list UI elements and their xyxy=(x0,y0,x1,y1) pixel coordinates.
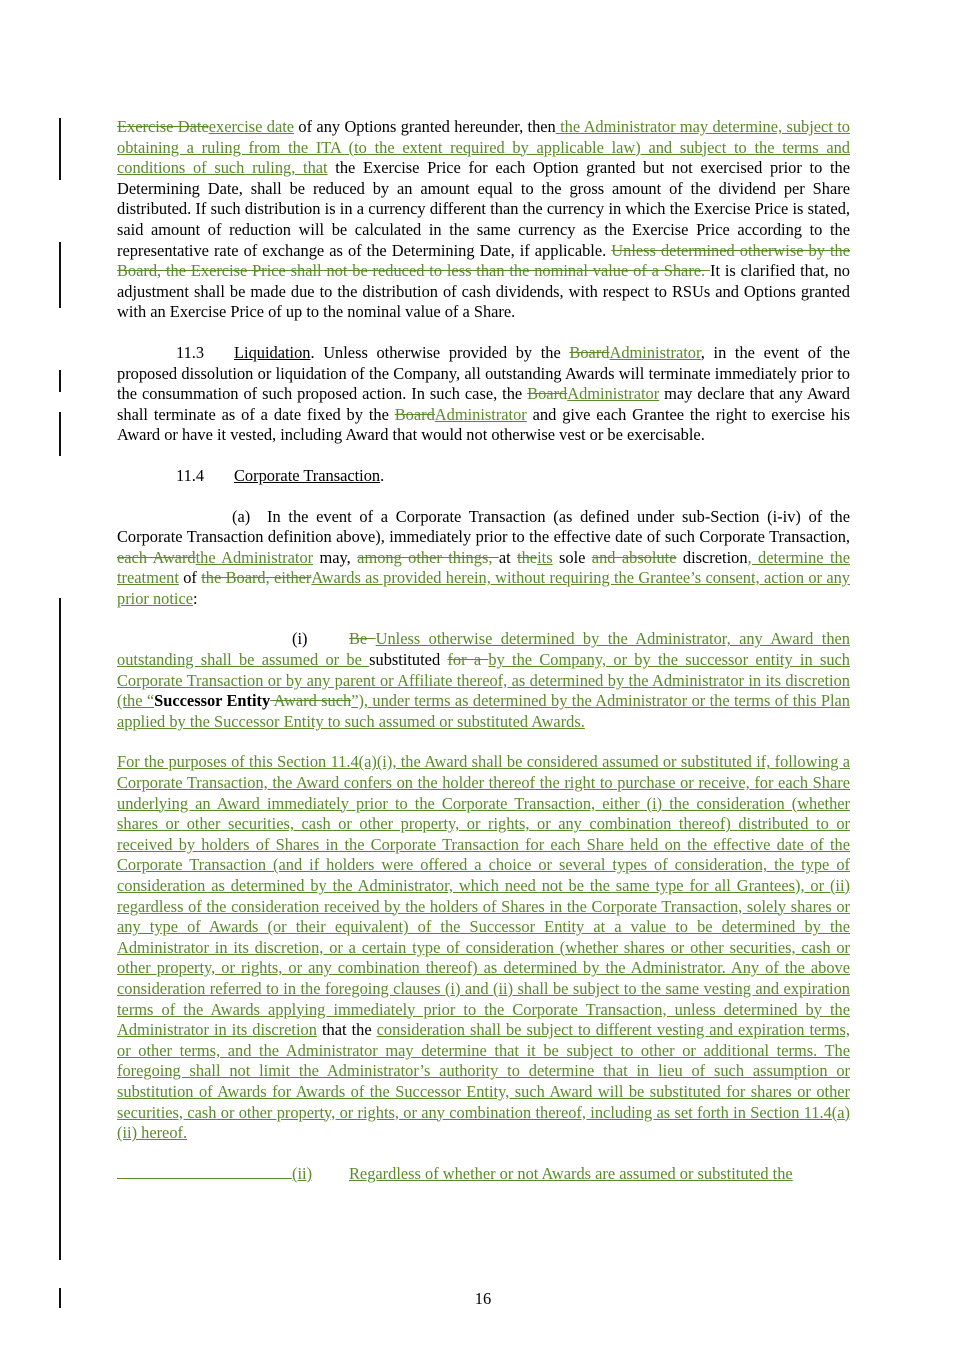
section-11-4-a-ii xyxy=(117,1164,850,1185)
clause-number: (i) xyxy=(292,629,308,649)
text-run: In the event of a Corporate Transaction (as defined under sub-Section (i-iv) of the Corporate Transaction definition above), immediately prior to the effective date of such Corporate Transaction, xyxy=(117,506,850,547)
section-11-4 xyxy=(117,466,850,487)
inserted-text: its xyxy=(537,547,553,567)
text-run: of any Options granted hereunder, then xyxy=(294,117,556,136)
text-run: It is clarified that, no adjustment shall be made due to the distribution of cash dividends, with respect to RSUs and Options granted with an Exercise Price of up to the nominal value of a Share. xyxy=(117,261,851,322)
text-run: : xyxy=(193,588,198,608)
inserted-text: For the purposes of this Section 11.4(a)(i), the Award shall be considered assumed or substituted if, following a Corporate Transaction, the Award confers on the holder thereof the right to purchase or receive, for each Share underlying an Award immediately prior to the Corporate Transaction, either (i) the consideration (whether shares or other securities, cash or other property, or rights, or any combination thereof) distributed to or received by holders of Shares in the Corporate Transaction for each Share held on the effective date of the Corporate Transaction (and if holders were offered a choice or several types of consideration, the type of consideration as determined by the Administrator, which need not be the same type for all Grantees), or (ii) regardless of the consideration received by the holders of Shares in the Corporate Transaction, solely shares or any type of Awards (or their equivalent) of the Successor Entity at a value to be determined by the Administrator in its discretion, or a certain type of consideration (whether shares or other securities, cash or other property, or rights, or any combination thereof) as determined by the Administrator. Any of the above consideration referred to in the foregoing clauses (i) and (ii) shall be subject to the same vesting and expiration terms of the Awards applying immediately prior to the Corporate Transaction, unless determined by the Administrator in its discretion xyxy=(117,752,850,1040)
text-run: may declare that any Award shall terminate as of a date fixed by the xyxy=(117,384,851,424)
inserted-text: Awards as provided herein, without requiring the Grantee’s consent, action or any prior notice xyxy=(117,568,850,608)
defined-term: Successor Entity xyxy=(154,691,271,711)
clause-number: (a) xyxy=(232,506,251,526)
deleted-text: for a xyxy=(447,650,489,670)
text-run: may, xyxy=(313,547,358,567)
inserted-text: by the Company, or by the successor entity in such Corporate Transaction or by any parent or Affiliate thereof, as determined by the Administrator in its discretion (the “ xyxy=(117,650,850,711)
deleted-text: Board xyxy=(527,384,568,404)
inserted-text: the Administrator xyxy=(195,547,314,567)
deleted-text: Be xyxy=(349,629,376,649)
text-run: at xyxy=(498,547,518,567)
change-bar xyxy=(59,412,61,456)
inserted-text: Administrator xyxy=(567,384,660,404)
inserted-text: the Administrator may determine, subject to obtaining a ruling from the ITA (to the extent required by applicable law) and subject to the terms and conditions of such ruling, that xyxy=(117,117,850,178)
deleted-text: Award such xyxy=(270,691,352,711)
deleted-text: and absolute xyxy=(591,547,677,567)
paragraph-purposes xyxy=(117,752,850,1143)
section-number: 11.3 xyxy=(176,342,205,362)
deleted-text: among other things, xyxy=(357,547,499,567)
section-heading: Corporate Transaction xyxy=(234,465,381,485)
text-run: substituted xyxy=(369,650,448,670)
inserted-text: Administrator xyxy=(434,404,527,424)
change-bar xyxy=(59,242,61,308)
inserted-text: consideration shall be subject to different vesting and expiration terms, or other terms, and the Administrator may determine that it be subject to other or additional terms. The foregoing shall not limit the Administrator’s authority to determine that in lieu of such assumption or substitution of Awards for Awards of the Successor Entity, such Award will be substituted for shares or other securities, cash or other property, or rights, or any combination thereof, including as set forth in Section 11.4(a)(ii) hereof. xyxy=(117,1020,850,1143)
text-run: discretion xyxy=(676,547,748,567)
section-number: 11.4 xyxy=(176,465,205,485)
text-run: . xyxy=(380,465,385,485)
deleted-text: each Award xyxy=(117,547,196,567)
change-bar xyxy=(59,118,61,180)
text-run: . Unless otherwise provided by the xyxy=(310,342,570,362)
text-run: sole xyxy=(552,547,592,567)
text-run: the Exercise Price for each Option granted but not exercised prior to the Determining Date, shall be reduced by an amount equal to the gross amount of the dividend per Share distributed. If such distribution is in a currency different than the currency in which the Exercise Price is stated, said amount of reduction will be calculated in the same currency as the Exercise Price according to the representative rate of exchange as of the Determining Date, if applicable. xyxy=(117,158,850,260)
inserted-text: Regardless of whether or not Awards are assumed or substituted the xyxy=(349,1163,793,1183)
deleted-text: Board xyxy=(394,404,435,424)
inserted-text: Unless otherwise determined by the Administrator, any Award then outstanding shall be assumed or be xyxy=(117,629,850,670)
inserted-text: ”), under terms as determined by the Administrator or the terms of this Plan applied by the Successor Entity to such assumed or substituted Awards. xyxy=(117,691,850,731)
text-run: of xyxy=(178,568,202,588)
section-heading: Liquidation xyxy=(234,342,311,362)
text-run: that the xyxy=(316,1020,377,1040)
document-body xyxy=(117,117,850,1184)
deleted-text: the Board, either xyxy=(201,568,312,588)
inserted-text: , determine the treatment xyxy=(117,547,850,588)
section-11-4-a xyxy=(117,507,850,610)
text-run: , in the event of the proposed dissolution or liquidation of the Company, all outstanding Awards will terminate immediately prior to the consummation of such proposed action. In such case, the xyxy=(117,342,851,404)
inserted-text: Administrator xyxy=(609,342,701,362)
change-bar xyxy=(59,598,61,1260)
paragraph-dividend xyxy=(117,117,850,323)
clause-number: (ii) xyxy=(292,1163,313,1183)
inserted-text: exercise date xyxy=(208,117,295,136)
section-11-4-a-i xyxy=(117,629,850,732)
deleted-text: the xyxy=(517,547,538,567)
section-11-3 xyxy=(117,343,850,446)
deleted-text: Unless determined otherwise by the Board, the Exercise Price shall not be reduced to less than the nominal value of a Share. xyxy=(117,240,850,281)
page-number: 16 xyxy=(474,1289,492,1308)
deleted-text: Board xyxy=(569,342,610,362)
change-bar xyxy=(59,370,61,392)
deleted-text: Exercise Date xyxy=(117,117,209,136)
text-run: and give each Grantee the right to exercise his Award or have it vested, including Award that would not otherwise vest or be exercisable. xyxy=(117,404,850,445)
